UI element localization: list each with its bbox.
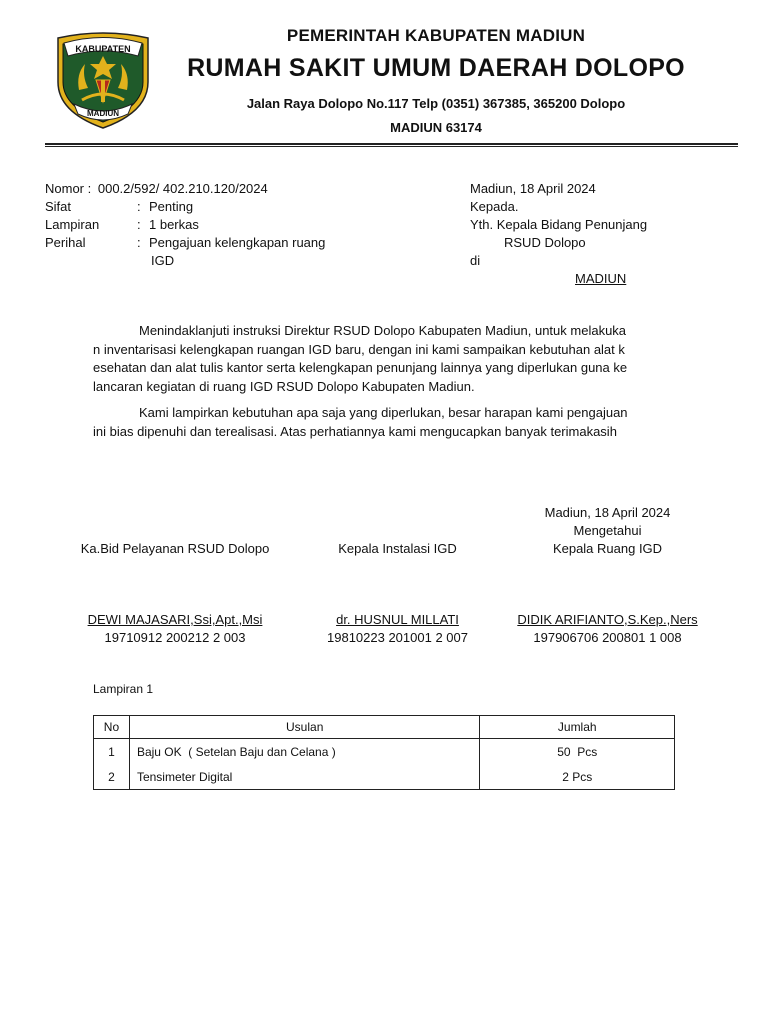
attachment-table [93,715,675,790]
recipient-block [470,180,730,290]
perihal-value-line2: IGD [151,253,175,268]
recipient-org: RSUD Dolopo [504,235,586,250]
letterhead-divider-thin [45,146,738,147]
signature-2-title: Kepala Instalasi IGD [338,541,457,556]
letter-body [93,322,678,441]
lampiran-label: Lampiran [45,217,100,232]
body-paragraph-2 [93,404,678,441]
body-p1-line3: esehatan dan alat tulis kantor serta kelengkapan penunjang lainnya yang diperlukan guna ke [93,360,628,375]
signature-2-name: dr. HUSNUL MILLATI [336,612,459,627]
table-header-usulan: Usulan [129,716,480,739]
lampiran-colon: : [137,217,141,232]
table-cell-jumlah: 50 Pcs [480,739,675,765]
signature-3-name: DIDIK ARIFIANTO,S.Kep.,Ners [517,612,698,627]
recipient-city: MADIUN [575,271,627,286]
attachment-label: Lampiran 1 [93,682,154,696]
table-cell-usulan: Baju OK ( Setelan Baju dan Celana ) [129,739,480,765]
letterhead-address: Jalan Raya Dolopo No.117 Telp (0351) 367385, 365200 Dolopo [246,96,626,111]
perihal-colon: : [137,235,141,250]
body-p1-line2: n inventarisasi kelengkapan ruangan IGD baru, dengan ini kami sampaikan kebutuhan alat k [93,341,625,357]
table-header-row [94,716,675,739]
lampiran-value: 1 berkas [149,217,199,232]
letterhead-government: PEMERINTAH KABUPATEN MADIUN [286,26,586,45]
seal-text-bottom: MADIUN [87,109,119,118]
perihal-value-line1: Pengajuan kelengkapan ruang [149,235,326,250]
sifat-colon: : [137,199,141,214]
sifat-label: Sifat [45,199,72,214]
signature-2-nip: 19810223 201001 2 007 [327,630,468,645]
table-row [94,739,675,765]
letterhead-divider [45,143,738,145]
kepada-label: Kepada. [470,199,519,214]
signature-3-title: Kepala Ruang IGD [552,541,663,556]
di-label: di [470,253,481,268]
signature-1-nip: 19710912 200212 2 003 [104,630,246,645]
signature-place-date: Madiun, 18 April 2024 [544,505,671,520]
perihal-label: Perihal [45,235,86,250]
table-cell-jumlah: 2 Pcs [480,764,675,790]
letterhead-hospital-name: RUMAH SAKIT UMUM DAERAH DOLOPO [187,54,685,82]
table-cell-usulan: Tensimeter Digital [129,764,480,790]
body-paragraph-1 [93,322,678,396]
letter-meta [45,180,375,270]
nomor-value: 000.2/592/ 402.210.120/2024 [97,181,268,196]
table-header-no: No [94,716,130,739]
table-cell-no: 2 [94,764,130,790]
signature-mengetahui: Mengetahui [573,523,642,538]
seal-text-top: KABUPATEN [75,44,131,54]
body-p2-line1: Kami lampirkan kebutuhan apa saja yang diperlukan, besar harapan kami pengajuan [139,405,628,420]
kabupaten-madiun-seal [52,30,154,130]
table-row [94,764,675,790]
recipient-title: Yth. Kepala Bidang Penunjang [470,217,648,232]
signature-1-name: DEWI MAJASARI,Ssi,Apt.,Msi [87,612,263,627]
sifat-value: Penting [149,199,194,214]
signature-3-nip: 197906706 200801 1 008 [533,630,682,645]
table-header-jumlah: Jumlah [480,716,675,739]
body-p1-line1: Menindaklanjuti instruksi Direktur RSUD Dolopo Kabupaten Madiun, untuk melakuka [139,323,627,338]
body-p2-line2: ini bias dipenuhi dan terealisasi. Atas perhatiannya kami mengucapkan banyak terimakasih [93,423,617,439]
letter-place-date: Madiun, 18 April 2024 [470,181,596,196]
body-p1-line4: lancaran kegiatan di ruang IGD RSUD Dolopo Kabupaten Madiun. [93,378,475,394]
letterhead-postal: MADIUN 63174 [390,120,482,135]
signature-1-title: Ka.Bid Pelayanan RSUD Dolopo [80,541,270,556]
nomor-label: Nomor : [45,181,92,196]
table-cell-no: 1 [94,739,130,765]
